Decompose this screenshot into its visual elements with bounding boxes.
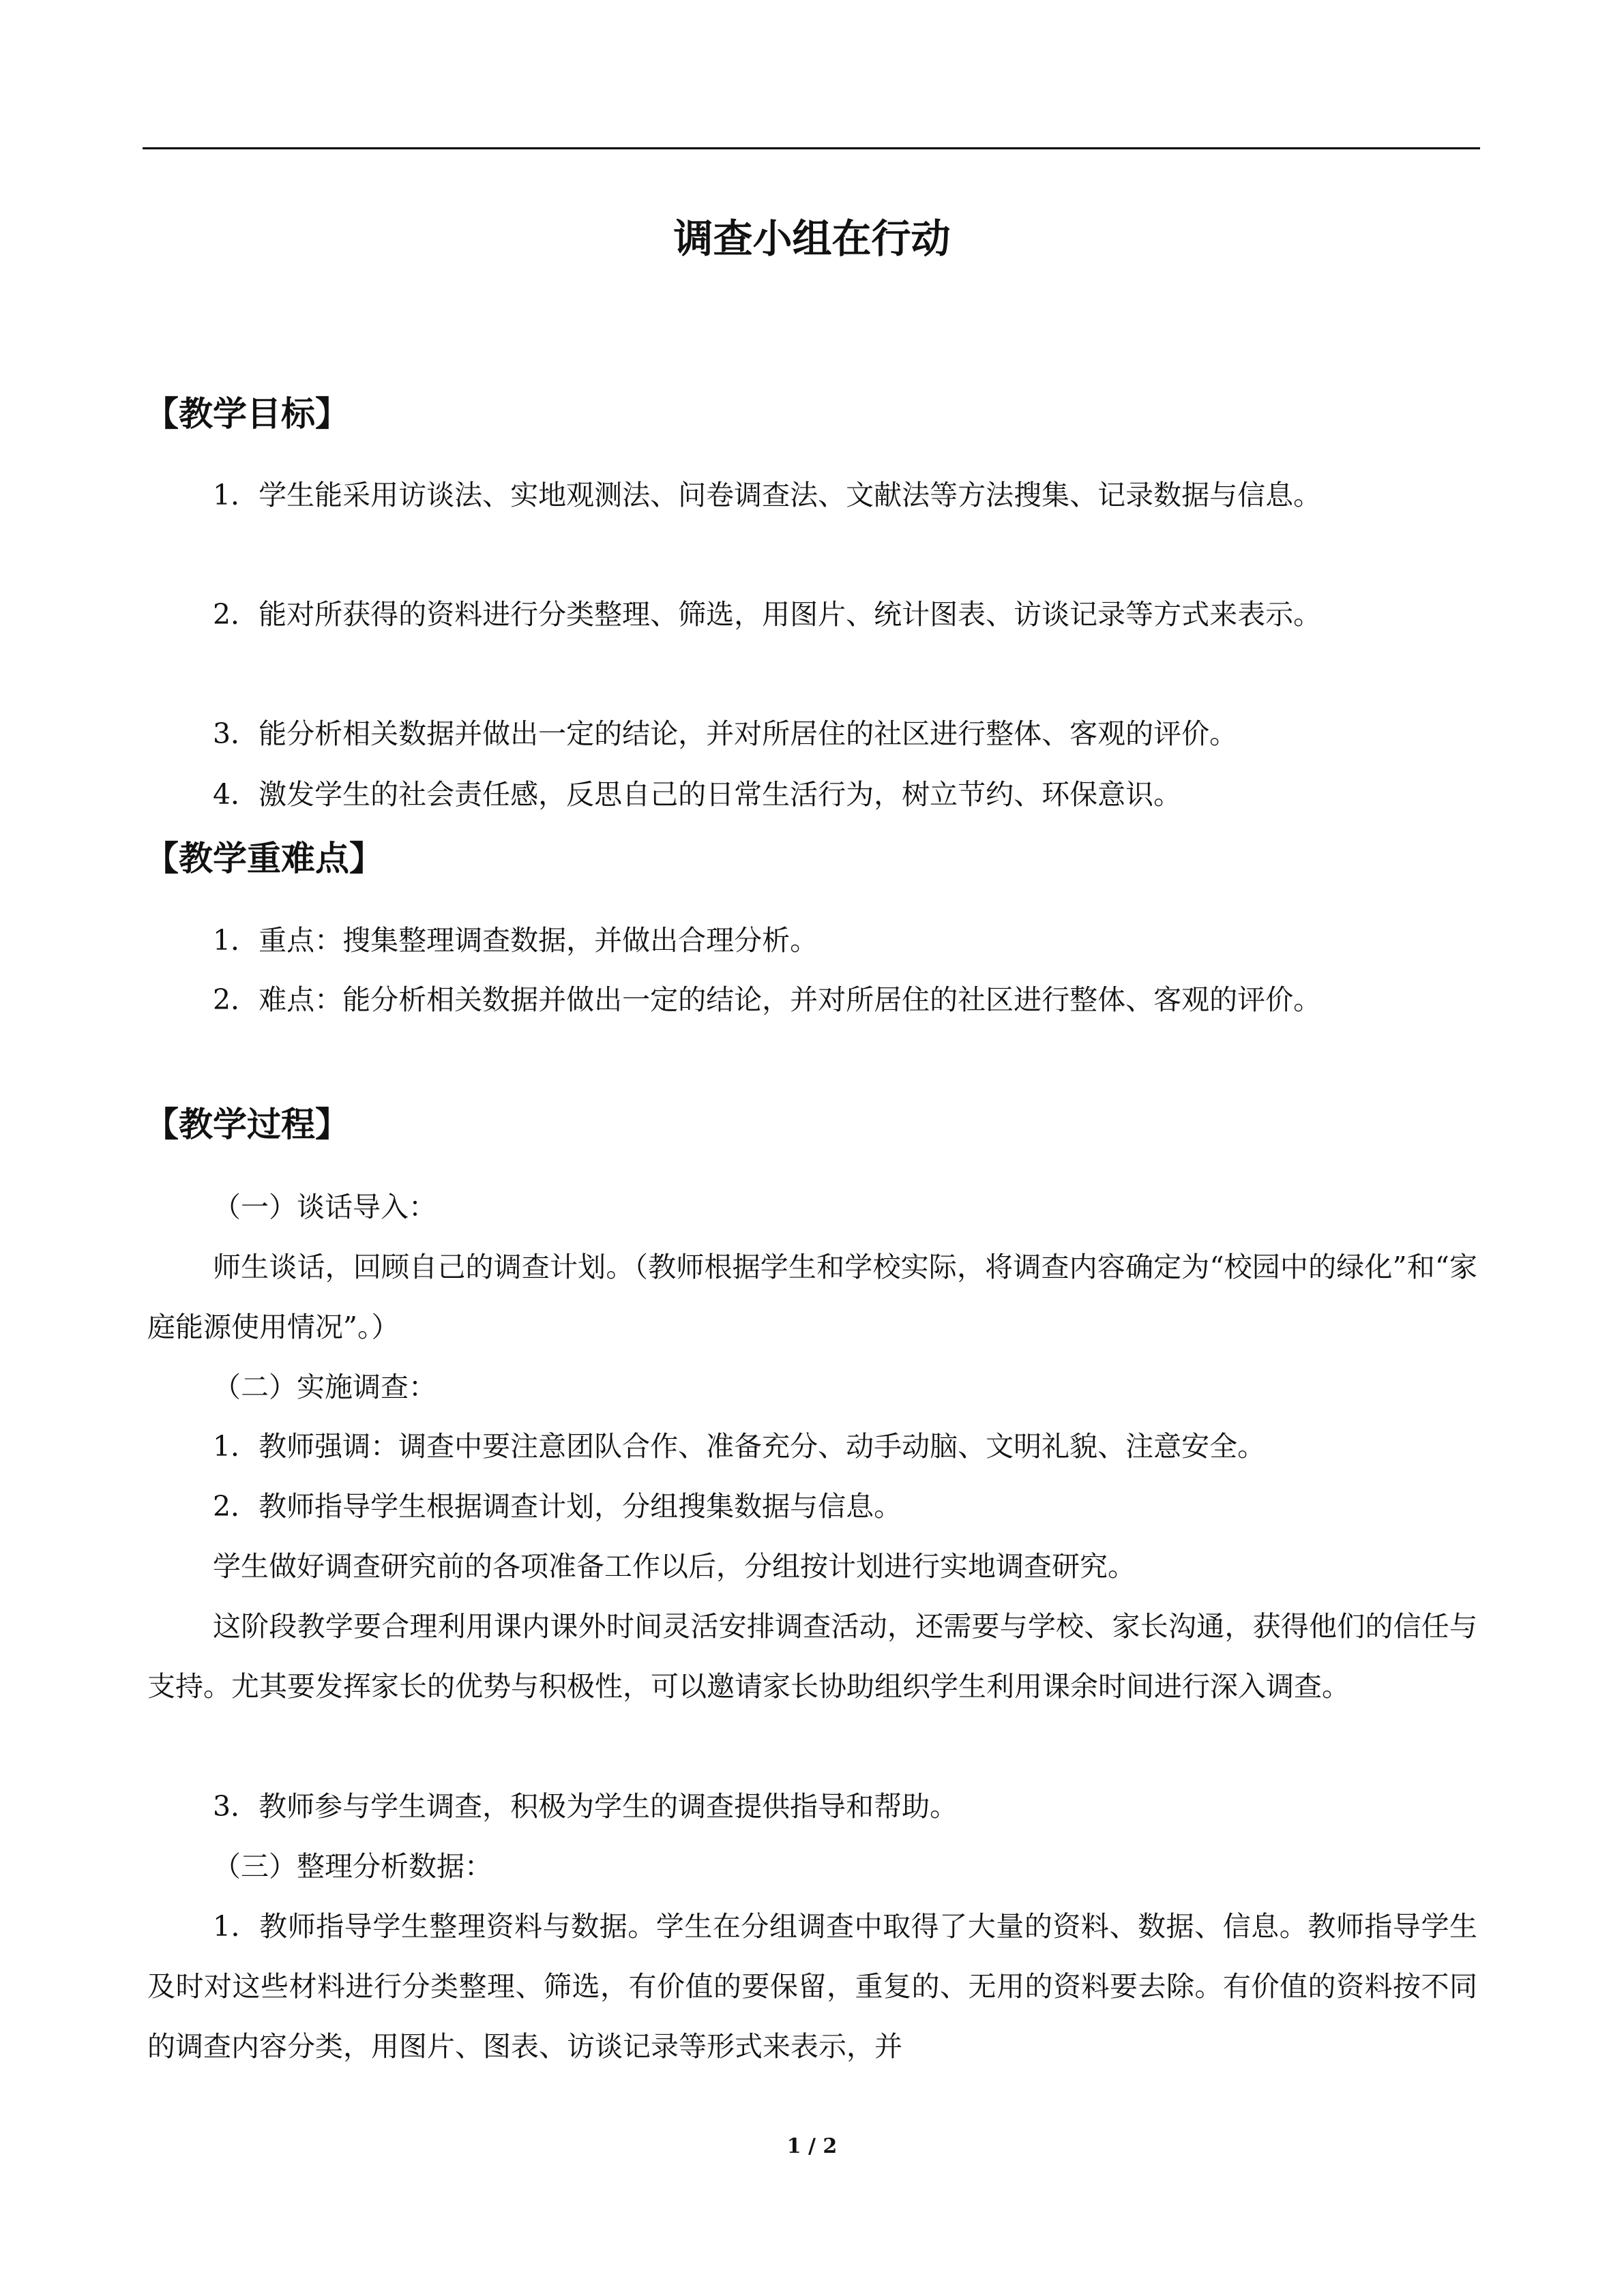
process-subheading-2: （二）实施调查：	[213, 1371, 437, 1403]
objective-item-3: 3．能分析相关数据并做出一定的结论，并对所居住的社区进行整体、客观的评价。	[213, 717, 1238, 750]
process-paragraph: 1．教师指导学生整理资料与数据。学生在分组调查中取得了大量的资料、数据、信息。教师指导学生及时对这些材料进行分类整理、筛选，有价值的要保留，重复的、无用的资料要去除。有价值的资料按不同的调查内容分类，用图片、图表、访谈记录等形式来表示，并	[147, 1910, 1477, 2063]
process-subheading-1: （一）谈话导入：	[213, 1191, 437, 1223]
document-title: 调查小组在行动	[673, 215, 951, 262]
key-point-item-1: 1．重点：搜集整理调查数据，并做出合理分析。	[213, 924, 818, 957]
key-point-item-2: 2．难点：能分析相关数据并做出一定的结论，并对所居住的社区进行整体、客观的评价。	[213, 983, 1322, 1016]
process-subheading-3: （三）整理分析数据：	[213, 1850, 492, 1883]
process-paragraph: 学生做好调查研究前的各项准备工作以后，分组按计划进行实地调查研究。	[213, 1550, 1136, 1583]
process-paragraph: 师生谈话，回顾自己的调查计划。（教师根据学生和学校实际，将调查内容确定为“校园中的绿化”和“家庭能源使用情况”。）	[147, 1251, 1477, 1343]
header-rule	[143, 147, 1480, 149]
objective-item-2: 2．能对所获得的资料进行分类整理、筛选，用图片、统计图表、访谈记录等方式来表示。	[213, 598, 1322, 631]
objectives-heading: 【教学目标】	[145, 394, 349, 434]
objective-item-4: 4．激发学生的社会责任感，反思自己的日常生活行为，树立节约、环保意识。	[213, 778, 1182, 811]
process-paragraph: 这阶段教学要合理利用课内课外时间灵活安排调查活动，还需要与学校、家长沟通，获得他们的信任与支持。尤其要发挥家长的优势与积极性，可以邀请家长协助组织学生利用课余时间进行深入调查。	[147, 1610, 1477, 1703]
objective-item-1: 1．学生能采用访谈法、实地观测法、问卷调查法、文献法等方法搜集、记录数据与信息。	[213, 479, 1322, 511]
process-paragraph: 3．教师参与学生调查，积极为学生的调查提供指导和帮助。	[213, 1790, 958, 1823]
process-paragraph: 2．教师指导学生根据调查计划，分组搜集数据与信息。	[213, 1490, 902, 1523]
process-heading: 【教学过程】	[145, 1105, 349, 1144]
page-number: 1 / 2	[786, 2134, 838, 2158]
process-paragraph: 1．教师强调：调查中要注意团队合作、准备充分、动手动脑、文明礼貌、注意安全。	[213, 1430, 1266, 1463]
key-points-heading: 【教学重难点】	[145, 839, 383, 878]
